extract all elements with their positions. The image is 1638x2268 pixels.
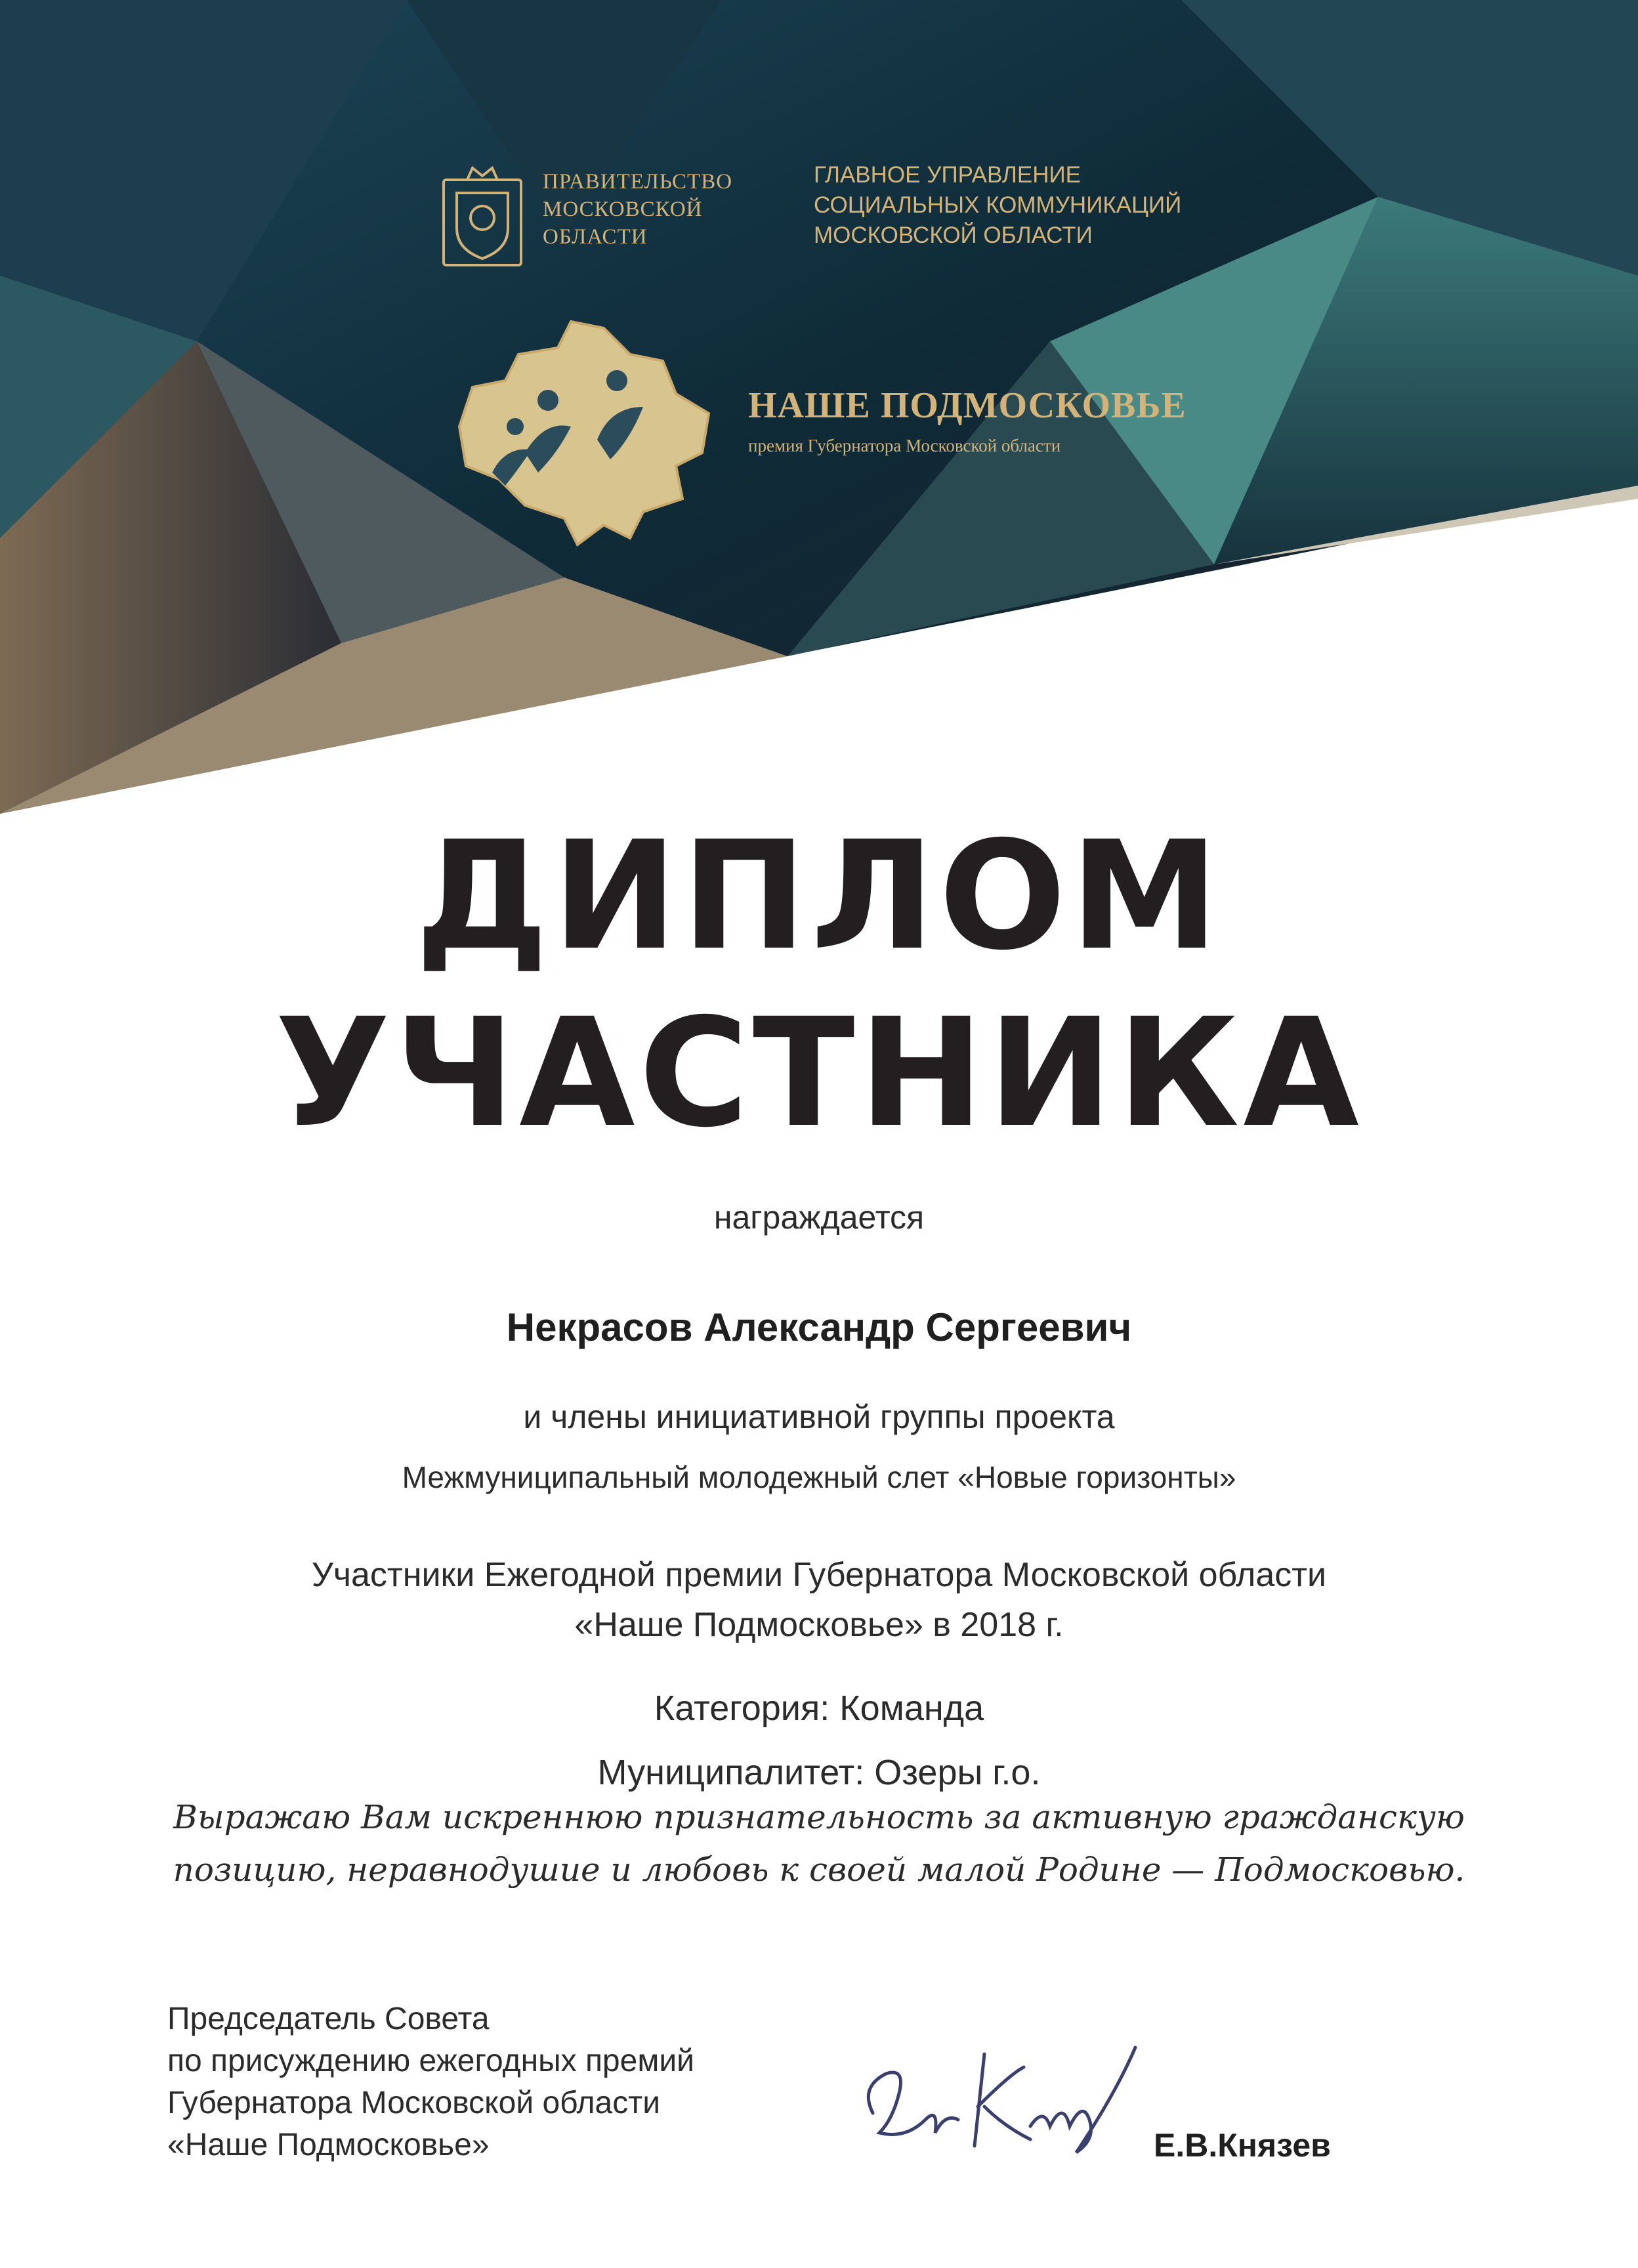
category: Категория: Команда [654,1689,984,1728]
government-header [441,125,1215,276]
award-line-1: Участники Ежегодной премии Губернатора Московской области [311,1556,1327,1594]
brand-title: НАШЕ ПОДМОСКОВЬЕ [748,385,1186,426]
members-text: и члены инициативной группы проекта [523,1398,1115,1435]
government-name: ПРАВИТЕЛЬСТВО МОСКОВСКОЙ ОБЛАСТИ [543,170,733,249]
brand-subtitle: премия Губернатора Московской области [748,436,1061,455]
project-name: Межмуниципальный молодежный слет «Новые горизонты» [402,1460,1236,1494]
gratitude-line-1: Выражаю Вам искреннюю признательность за активную гражданскую [173,1798,1465,1836]
recipient-name: Некрасов Александр Сергеевич [506,1305,1132,1349]
awarded-text: награждается [713,1199,925,1236]
region-map-logo-icon [446,308,722,564]
gratitude-line-2: позицию, неравнодушие и любовь к своей малой Родине — Подмосковью. [173,1851,1465,1889]
chair-title: Председатель Совета по присуждению ежегодных премий Губернатора Московской области «Наше Подмосковье» [167,2002,694,2162]
diploma-title-line2: УЧАСТНИКА [275,986,1363,1160]
department-name: ГЛАВНОЕ УПРАВЛЕНИЕ СОЦИАЛЬНЫХ КОММУНИКАЦИЙ МОСКОВСКОЙ ОБЛАСТИ [814,162,1182,248]
award-line-2: «Наше Подмосковье» в 2018 г. [574,1606,1064,1644]
coat-of-arms-icon [441,163,524,268]
signer-name: Е.В.Князев [1154,2127,1331,2164]
handwritten-signature [853,2015,1155,2172]
municipality: Муниципалитет: Озеры г.о. [597,1753,1041,1792]
diploma-title-line1: ДИПЛОМ [415,808,1223,983]
